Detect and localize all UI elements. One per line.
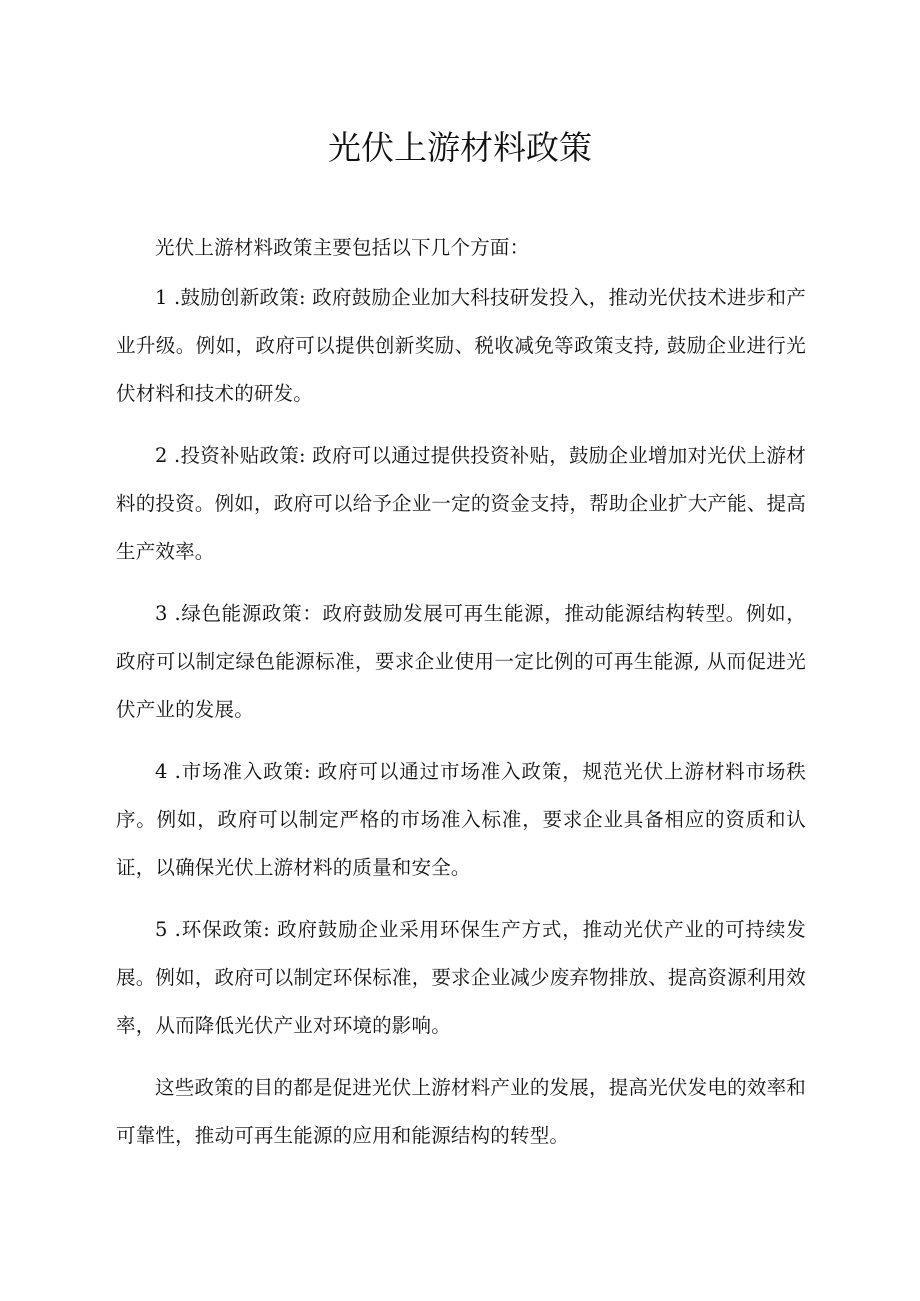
policy-item-3: [116, 590, 806, 734]
policy-item-2: [116, 432, 806, 576]
item-separator: .: [167, 918, 182, 941]
item-heading: 投资补贴政策: [180, 444, 300, 467]
policy-item-1: [116, 274, 806, 418]
item-heading: 绿色能源政策: [180, 602, 303, 625]
item-separator: .: [167, 444, 181, 467]
item-separator: .: [167, 760, 182, 783]
item-text: : 政府可以通过市场准入政策，规范光伏上游材料市场秩序。例如，政府可以制定严格的市场准入标准，要求企业具备相应的资质和认证，以确保光伏上游材料的质量和安全。: [116, 760, 806, 879]
page-title: 光伏上游材料政策: [328, 128, 592, 167]
item-text: : 政府可以通过提供投资补贴，鼓励企业增加对光伏上游材料的投资。例如，政府可以给予企业一定的资金支持，帮助企业扩大产能、提高生产效率。: [116, 444, 806, 563]
policy-item-4: [116, 748, 806, 892]
item-heading: 市场准入政策: [181, 760, 304, 783]
conclusion-paragraph: 这些政策的目的都是促进光伏上游材料产业的发展，提高光伏发电的效率和可靠性，推动可再生能源的应用和能源结构的转型。: [116, 1076, 806, 1147]
item-number: 5: [155, 918, 168, 941]
item-separator: .: [167, 286, 181, 309]
document-body: [116, 224, 806, 1174]
item-number: 2: [155, 444, 168, 467]
item-number: 3: [155, 602, 168, 625]
policy-item-5: [116, 906, 806, 1050]
item-heading: 环保政策: [181, 918, 264, 941]
item-text: : 政府鼓励企业采用环保生产方式，推动光伏产业的可持续发展。例如，政府可以制定环保标准，要求企业减少废弃物排放、提高资源利用效率，从而降低光伏产业对环境的影响。: [116, 918, 806, 1037]
intro-paragraph: 光伏上游材料政策主要包括以下几个方面：: [155, 236, 530, 259]
item-number: 4: [155, 760, 168, 783]
item-separator: .: [167, 602, 181, 625]
item-heading: 鼓励创新政策: [180, 286, 300, 309]
item-text: : 政府鼓励企业加大科技研发投入，推动光伏技术进步和产业升级。例如，政府可以提供创新奖励、税收减免等政策支持, 鼓励企业进行光伏材料和技术的研发。: [116, 286, 806, 405]
item-text: ：政府鼓励发展可再生能源，推动能源结构转型。例如，政府可以制定绿色能源标准，要求企业使用一定比例的可再生能源, 从而促进光伏产业的发展。: [116, 602, 806, 721]
item-number: 1: [155, 286, 168, 309]
